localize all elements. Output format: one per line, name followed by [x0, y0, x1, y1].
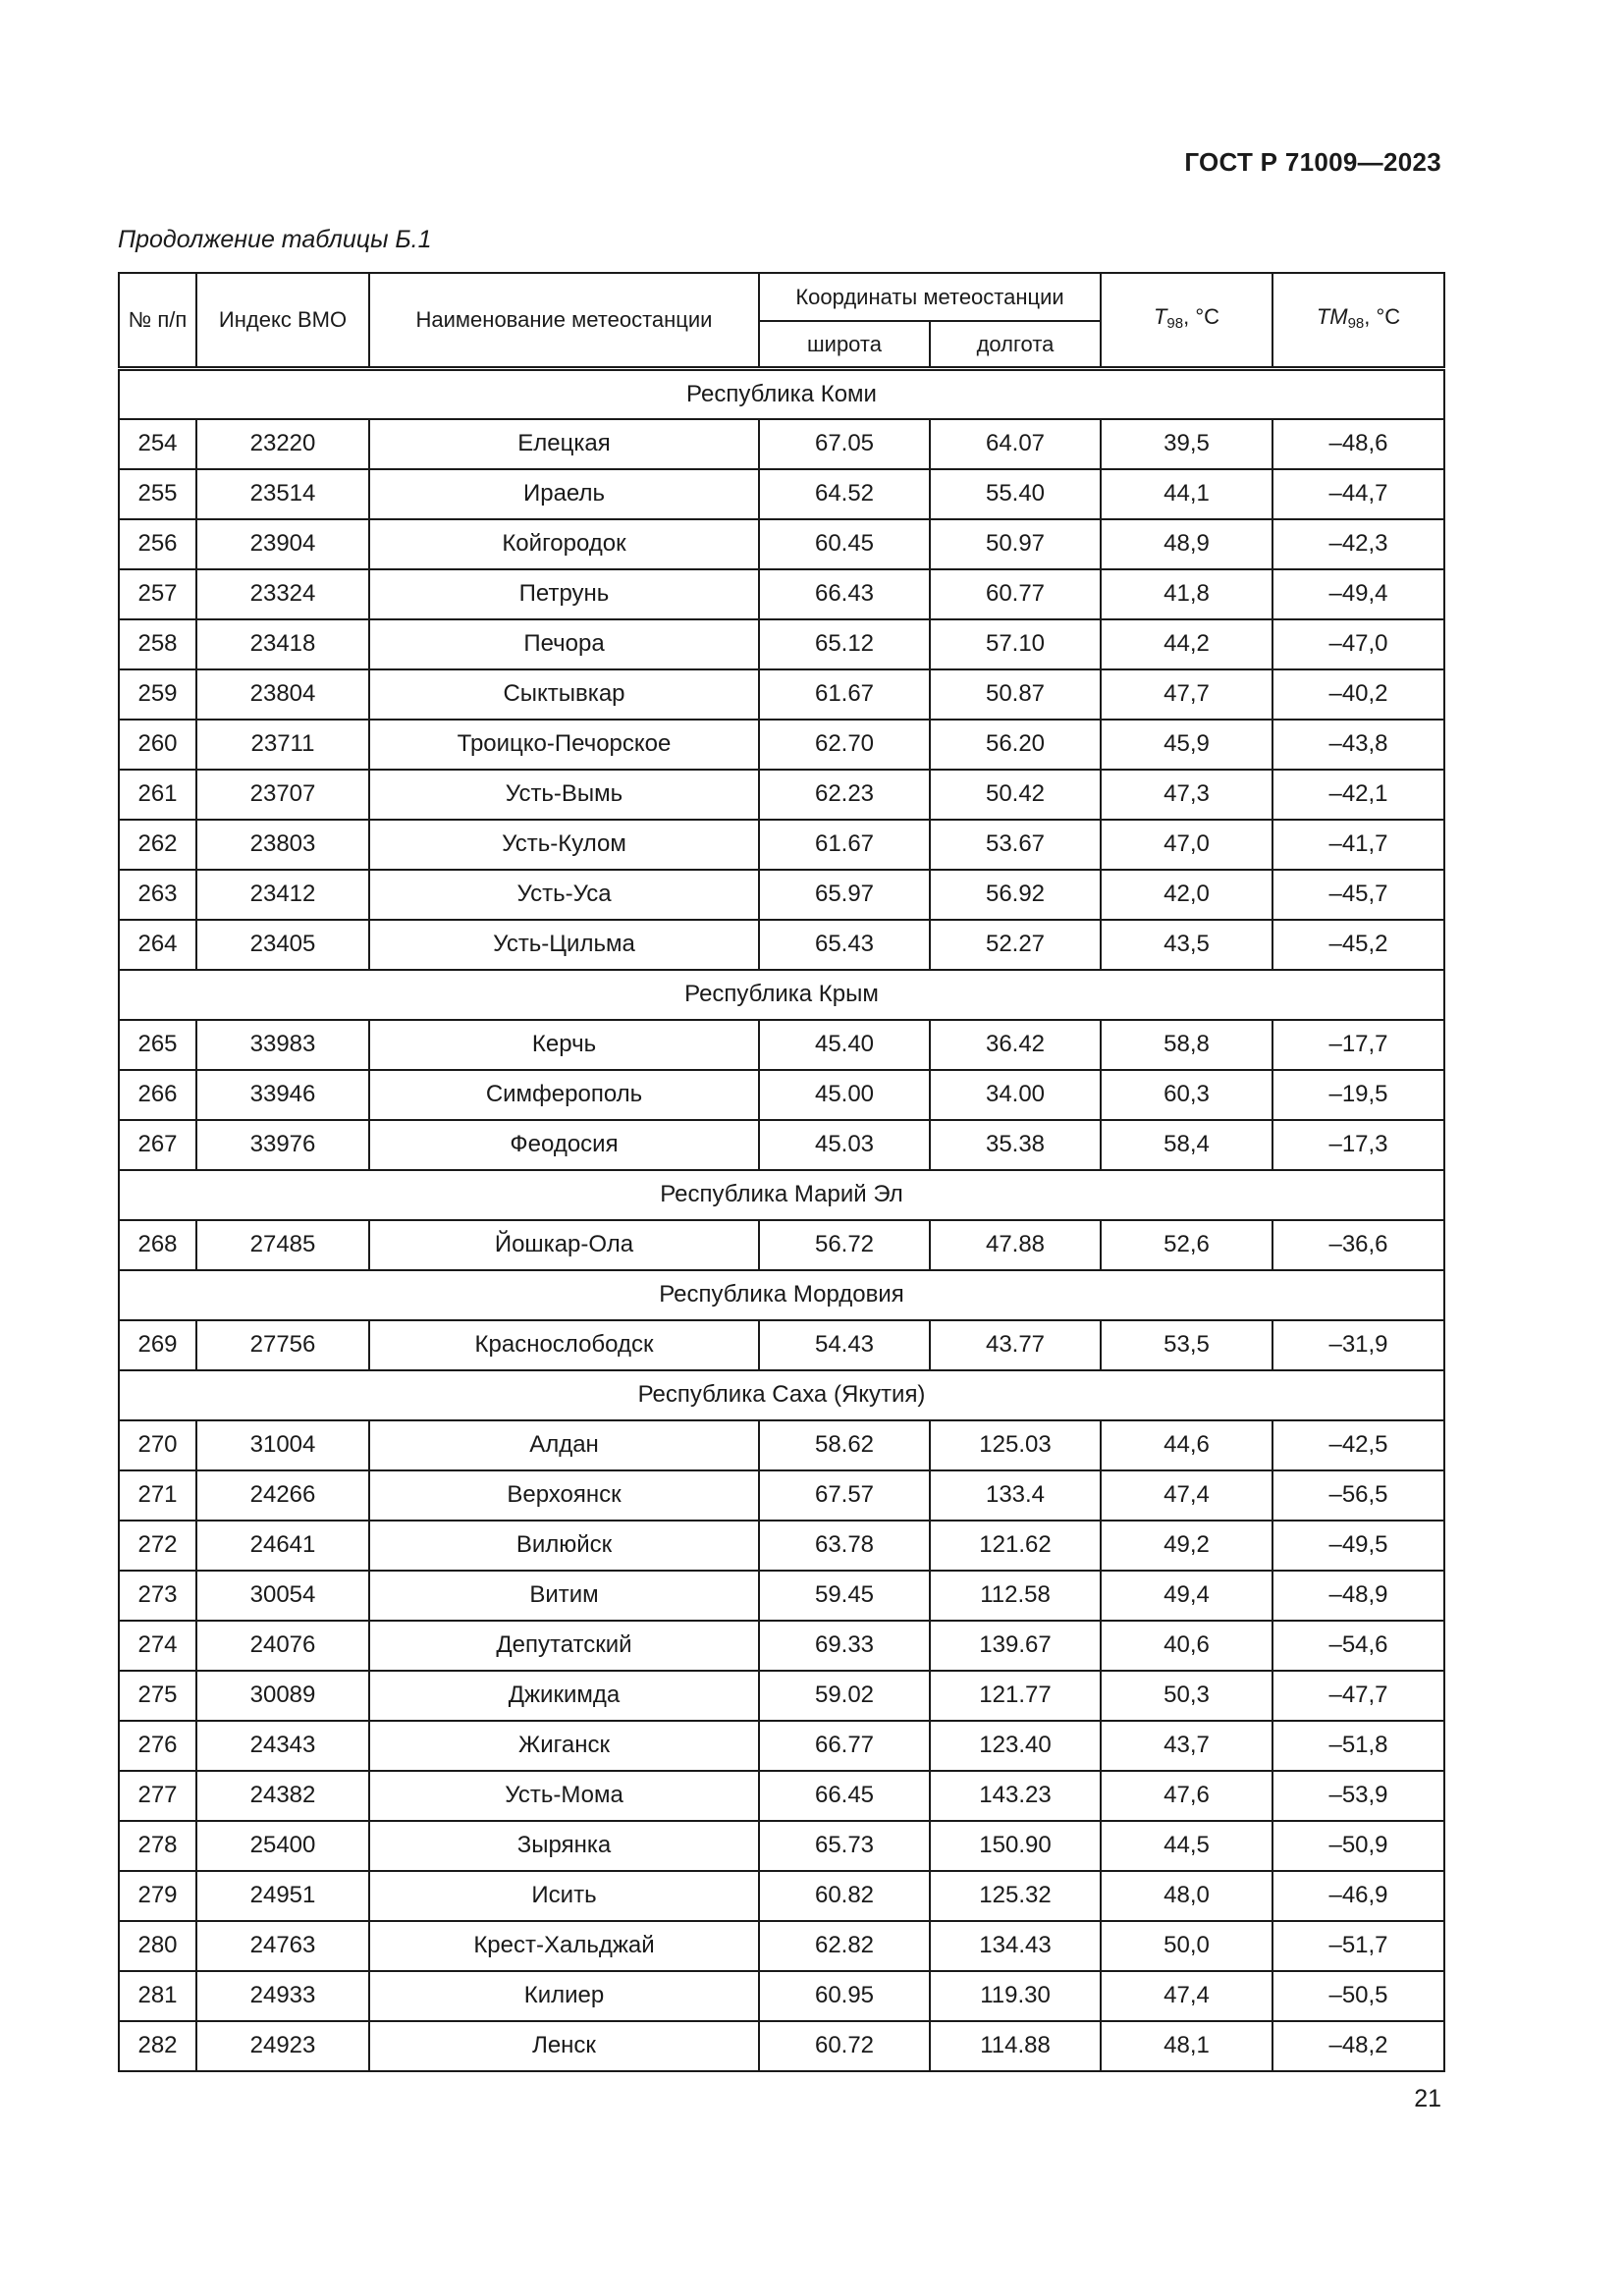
cell-station-name: Керчь — [369, 1020, 759, 1070]
cell-t98: 49,2 — [1101, 1521, 1272, 1571]
table-body — [119, 369, 1444, 2071]
cell-station-name: Вилюйск — [369, 1521, 759, 1571]
cell-t98: 50,3 — [1101, 1671, 1272, 1721]
cell-wmo-index: 23405 — [196, 920, 369, 970]
table-row — [119, 1921, 1444, 1971]
header-longitude: долгота — [930, 321, 1101, 369]
header-coordinates: Координаты метеостанции — [759, 273, 1101, 321]
cell-longitude: 119.30 — [930, 1971, 1101, 2021]
region-name: Республика Марий Эл — [119, 1170, 1444, 1220]
cell-tm98: –49,4 — [1272, 569, 1444, 619]
cell-number: 279 — [119, 1871, 196, 1921]
cell-wmo-index: 25400 — [196, 1821, 369, 1871]
cell-longitude: 57.10 — [930, 619, 1101, 669]
cell-tm98: –42,1 — [1272, 770, 1444, 820]
cell-wmo-index: 33946 — [196, 1070, 369, 1120]
cell-wmo-index: 23324 — [196, 569, 369, 619]
cell-number: 266 — [119, 1070, 196, 1120]
cell-t98: 48,1 — [1101, 2021, 1272, 2071]
cell-longitude: 134.43 — [930, 1921, 1101, 1971]
cell-number: 263 — [119, 870, 196, 920]
table-row — [119, 820, 1444, 870]
cell-t98: 41,8 — [1101, 569, 1272, 619]
cell-latitude: 66.43 — [759, 569, 930, 619]
region-row — [119, 970, 1444, 1020]
table-row — [119, 669, 1444, 720]
cell-latitude: 65.43 — [759, 920, 930, 970]
table-row — [119, 920, 1444, 970]
cell-station-name: Усть-Вымь — [369, 770, 759, 820]
cell-t98: 58,8 — [1101, 1020, 1272, 1070]
cell-latitude: 62.82 — [759, 1921, 930, 1971]
cell-number: 270 — [119, 1420, 196, 1470]
table-row — [119, 1320, 1444, 1370]
cell-station-name: Усть-Кулом — [369, 820, 759, 870]
cell-tm98: –48,9 — [1272, 1571, 1444, 1621]
cell-t98: 44,5 — [1101, 1821, 1272, 1871]
cell-station-name: Симферополь — [369, 1070, 759, 1120]
cell-tm98: –36,6 — [1272, 1220, 1444, 1270]
cell-wmo-index: 23220 — [196, 419, 369, 469]
table-caption: Продолжение таблицы Б.1 — [118, 226, 432, 253]
cell-tm98: –51,7 — [1272, 1921, 1444, 1971]
cell-tm98: –19,5 — [1272, 1070, 1444, 1120]
cell-latitude: 56.72 — [759, 1220, 930, 1270]
cell-wmo-index: 24343 — [196, 1721, 369, 1771]
cell-station-name: Верхоянск — [369, 1470, 759, 1521]
header-station-name: Наименование метеостанции — [369, 273, 759, 369]
cell-latitude: 65.12 — [759, 619, 930, 669]
cell-latitude: 60.45 — [759, 519, 930, 569]
cell-t98: 47,3 — [1101, 770, 1272, 820]
cell-longitude: 55.40 — [930, 469, 1101, 519]
table-row — [119, 1120, 1444, 1170]
cell-latitude: 45.00 — [759, 1070, 930, 1120]
cell-latitude: 67.57 — [759, 1470, 930, 1521]
stations-table — [118, 272, 1445, 2072]
header-number: № п/п — [119, 273, 196, 369]
region-row — [119, 1170, 1444, 1220]
region-name: Республика Коми — [119, 369, 1444, 419]
cell-station-name: Исить — [369, 1871, 759, 1921]
cell-longitude: 43.77 — [930, 1320, 1101, 1370]
cell-wmo-index: 23418 — [196, 619, 369, 669]
cell-number: 255 — [119, 469, 196, 519]
region-row — [119, 369, 1444, 419]
cell-number: 277 — [119, 1771, 196, 1821]
page-number: 21 — [1414, 2085, 1441, 2112]
cell-wmo-index: 24763 — [196, 1921, 369, 1971]
cell-wmo-index: 30054 — [196, 1571, 369, 1621]
cell-wmo-index: 33983 — [196, 1020, 369, 1070]
cell-t98: 48,0 — [1101, 1871, 1272, 1921]
cell-latitude: 67.05 — [759, 419, 930, 469]
cell-longitude: 121.62 — [930, 1521, 1101, 1571]
cell-station-name: Ираель — [369, 469, 759, 519]
cell-tm98: –40,2 — [1272, 669, 1444, 720]
cell-t98: 48,9 — [1101, 519, 1272, 569]
cell-t98: 47,6 — [1101, 1771, 1272, 1821]
table-row — [119, 720, 1444, 770]
cell-latitude: 60.95 — [759, 1971, 930, 2021]
cell-tm98: –48,2 — [1272, 2021, 1444, 2071]
cell-number: 272 — [119, 1521, 196, 1571]
cell-tm98: –56,5 — [1272, 1470, 1444, 1521]
table-row — [119, 1971, 1444, 2021]
cell-longitude: 34.00 — [930, 1070, 1101, 1120]
cell-station-name: Йошкар-Ола — [369, 1220, 759, 1270]
cell-station-name: Печора — [369, 619, 759, 669]
cell-longitude: 121.77 — [930, 1671, 1101, 1721]
cell-longitude: 125.03 — [930, 1420, 1101, 1470]
cell-wmo-index: 24076 — [196, 1621, 369, 1671]
cell-number: 264 — [119, 920, 196, 970]
cell-wmo-index: 27485 — [196, 1220, 369, 1270]
table-row — [119, 1721, 1444, 1771]
cell-tm98: –53,9 — [1272, 1771, 1444, 1821]
region-name: Республика Крым — [119, 970, 1444, 1020]
document-code: ГОСТ Р 71009—2023 — [1184, 147, 1441, 177]
table-row — [119, 1671, 1444, 1721]
cell-station-name: Феодосия — [369, 1120, 759, 1170]
cell-wmo-index: 23711 — [196, 720, 369, 770]
header-t98: $T_{98}$, °C — [1101, 273, 1272, 369]
cell-t98: 44,1 — [1101, 469, 1272, 519]
table-row — [119, 2021, 1444, 2071]
region-name: Республика Саха (Якутия) — [119, 1370, 1444, 1420]
cell-wmo-index: 23804 — [196, 669, 369, 720]
cell-latitude: 58.62 — [759, 1420, 930, 1470]
cell-tm98: –45,7 — [1272, 870, 1444, 920]
cell-longitude: 112.58 — [930, 1571, 1101, 1621]
cell-number: 259 — [119, 669, 196, 720]
table-row — [119, 1020, 1444, 1070]
cell-tm98: –54,6 — [1272, 1621, 1444, 1671]
cell-tm98: –44,7 — [1272, 469, 1444, 519]
cell-latitude: 61.67 — [759, 820, 930, 870]
cell-tm98: –42,3 — [1272, 519, 1444, 569]
cell-station-name: Зырянка — [369, 1821, 759, 1871]
cell-t98: 50,0 — [1101, 1921, 1272, 1971]
cell-number: 280 — [119, 1921, 196, 1971]
cell-longitude: 47.88 — [930, 1220, 1101, 1270]
cell-station-name: Петрунь — [369, 569, 759, 619]
cell-wmo-index: 23803 — [196, 820, 369, 870]
cell-tm98: –17,3 — [1272, 1120, 1444, 1170]
table-row — [119, 419, 1444, 469]
cell-latitude: 59.45 — [759, 1571, 930, 1621]
cell-latitude: 62.70 — [759, 720, 930, 770]
cell-number: 268 — [119, 1220, 196, 1270]
cell-longitude: 52.27 — [930, 920, 1101, 970]
cell-tm98: –49,5 — [1272, 1521, 1444, 1571]
cell-station-name: Елецкая — [369, 419, 759, 469]
cell-tm98: –17,7 — [1272, 1020, 1444, 1070]
cell-latitude: 69.33 — [759, 1621, 930, 1671]
cell-t98: 44,6 — [1101, 1420, 1272, 1470]
cell-tm98: –41,7 — [1272, 820, 1444, 870]
cell-wmo-index: 24641 — [196, 1521, 369, 1571]
cell-wmo-index: 33976 — [196, 1120, 369, 1170]
cell-longitude: 64.07 — [930, 419, 1101, 469]
cell-station-name: Усть-Мома — [369, 1771, 759, 1821]
cell-wmo-index: 30089 — [196, 1671, 369, 1721]
cell-number: 276 — [119, 1721, 196, 1771]
cell-tm98: –50,5 — [1272, 1971, 1444, 2021]
cell-number: 271 — [119, 1470, 196, 1521]
cell-latitude: 45.40 — [759, 1020, 930, 1070]
table-row — [119, 1070, 1444, 1120]
cell-number: 257 — [119, 569, 196, 619]
cell-number: 274 — [119, 1621, 196, 1671]
cell-wmo-index: 24951 — [196, 1871, 369, 1921]
cell-longitude: 35.38 — [930, 1120, 1101, 1170]
cell-latitude: 65.73 — [759, 1821, 930, 1871]
cell-station-name: Килиер — [369, 1971, 759, 2021]
cell-tm98: –45,2 — [1272, 920, 1444, 970]
cell-station-name: Усть-Цильма — [369, 920, 759, 970]
cell-t98: 43,7 — [1101, 1721, 1272, 1771]
cell-station-name: Усть-Уса — [369, 870, 759, 920]
cell-number: 265 — [119, 1020, 196, 1070]
cell-latitude: 60.72 — [759, 2021, 930, 2071]
cell-wmo-index: 24933 — [196, 1971, 369, 2021]
cell-station-name: Депутатский — [369, 1621, 759, 1671]
cell-longitude: 56.20 — [930, 720, 1101, 770]
cell-number: 273 — [119, 1571, 196, 1621]
cell-wmo-index: 24382 — [196, 1771, 369, 1821]
cell-longitude: 50.87 — [930, 669, 1101, 720]
cell-latitude: 60.82 — [759, 1871, 930, 1921]
table-row — [119, 770, 1444, 820]
cell-t98: 39,5 — [1101, 419, 1272, 469]
cell-tm98: –47,7 — [1272, 1671, 1444, 1721]
cell-longitude: 53.67 — [930, 820, 1101, 870]
cell-number: 260 — [119, 720, 196, 770]
cell-latitude: 66.77 — [759, 1721, 930, 1771]
cell-number: 258 — [119, 619, 196, 669]
table-row — [119, 870, 1444, 920]
cell-t98: 53,5 — [1101, 1320, 1272, 1370]
region-row — [119, 1370, 1444, 1420]
cell-tm98: –51,8 — [1272, 1721, 1444, 1771]
cell-t98: 40,6 — [1101, 1621, 1272, 1671]
cell-tm98: –50,9 — [1272, 1821, 1444, 1871]
cell-wmo-index: 23904 — [196, 519, 369, 569]
cell-latitude: 61.67 — [759, 669, 930, 720]
cell-longitude: 56.92 — [930, 870, 1101, 920]
cell-station-name: Алдан — [369, 1420, 759, 1470]
cell-station-name: Сыктывкар — [369, 669, 759, 720]
cell-station-name: Ленск — [369, 2021, 759, 2071]
cell-t98: 58,4 — [1101, 1120, 1272, 1170]
table-row — [119, 519, 1444, 569]
cell-number: 256 — [119, 519, 196, 569]
cell-number: 275 — [119, 1671, 196, 1721]
cell-station-name: Жиганск — [369, 1721, 759, 1771]
cell-longitude: 139.67 — [930, 1621, 1101, 1671]
table-row — [119, 1771, 1444, 1821]
cell-longitude: 150.90 — [930, 1821, 1101, 1871]
table-row — [119, 1821, 1444, 1871]
cell-tm98: –47,0 — [1272, 619, 1444, 669]
cell-longitude: 143.23 — [930, 1771, 1101, 1821]
cell-wmo-index: 31004 — [196, 1420, 369, 1470]
cell-t98: 47,7 — [1101, 669, 1272, 720]
table-row — [119, 1420, 1444, 1470]
cell-number: 282 — [119, 2021, 196, 2071]
cell-longitude: 50.42 — [930, 770, 1101, 820]
header-wmo-index: Индекс ВМО — [196, 273, 369, 369]
cell-wmo-index: 24266 — [196, 1470, 369, 1521]
cell-t98: 47,4 — [1101, 1971, 1272, 2021]
cell-wmo-index: 23412 — [196, 870, 369, 920]
cell-number: 278 — [119, 1821, 196, 1871]
cell-station-name: Койгородок — [369, 519, 759, 569]
cell-number: 262 — [119, 820, 196, 870]
cell-tm98: –46,9 — [1272, 1871, 1444, 1921]
cell-number: 269 — [119, 1320, 196, 1370]
cell-t98: 47,0 — [1101, 820, 1272, 870]
cell-longitude: 114.88 — [930, 2021, 1101, 2071]
cell-t98: 52,6 — [1101, 1220, 1272, 1270]
cell-latitude: 54.43 — [759, 1320, 930, 1370]
cell-latitude: 59.02 — [759, 1671, 930, 1721]
cell-number: 267 — [119, 1120, 196, 1170]
cell-station-name: Витим — [369, 1571, 759, 1621]
cell-station-name: Троицко-Печорское — [369, 720, 759, 770]
cell-station-name: Крест-Хальджай — [369, 1921, 759, 1971]
cell-latitude: 45.03 — [759, 1120, 930, 1170]
table-row — [119, 1571, 1444, 1621]
cell-longitude: 133.4 — [930, 1470, 1101, 1521]
header-latitude: широта — [759, 321, 930, 369]
cell-latitude: 66.45 — [759, 1771, 930, 1821]
cell-tm98: –43,8 — [1272, 720, 1444, 770]
table-row — [119, 1621, 1444, 1671]
header-tm98: $TM_{98}$, °C — [1272, 273, 1444, 369]
table-row — [119, 1470, 1444, 1521]
cell-latitude: 62.23 — [759, 770, 930, 820]
cell-latitude: 63.78 — [759, 1521, 930, 1571]
region-name: Республика Мордовия — [119, 1270, 1444, 1320]
cell-number: 254 — [119, 419, 196, 469]
table-row — [119, 569, 1444, 619]
region-row — [119, 1270, 1444, 1320]
cell-t98: 44,2 — [1101, 619, 1272, 669]
cell-latitude: 65.97 — [759, 870, 930, 920]
table-row — [119, 1871, 1444, 1921]
table-row — [119, 619, 1444, 669]
cell-longitude: 50.97 — [930, 519, 1101, 569]
cell-t98: 60,3 — [1101, 1070, 1272, 1120]
table-row — [119, 1220, 1444, 1270]
table-row — [119, 469, 1444, 519]
cell-station-name: Краснослободск — [369, 1320, 759, 1370]
cell-t98: 45,9 — [1101, 720, 1272, 770]
cell-t98: 43,5 — [1101, 920, 1272, 970]
cell-latitude: 64.52 — [759, 469, 930, 519]
cell-wmo-index: 23707 — [196, 770, 369, 820]
cell-t98: 42,0 — [1101, 870, 1272, 920]
cell-station-name: Джикимда — [369, 1671, 759, 1721]
cell-tm98: –48,6 — [1272, 419, 1444, 469]
cell-t98: 49,4 — [1101, 1571, 1272, 1621]
cell-longitude: 60.77 — [930, 569, 1101, 619]
cell-longitude: 125.32 — [930, 1871, 1101, 1921]
cell-t98: 47,4 — [1101, 1470, 1272, 1521]
cell-tm98: –42,5 — [1272, 1420, 1444, 1470]
cell-wmo-index: 24923 — [196, 2021, 369, 2071]
cell-wmo-index: 27756 — [196, 1320, 369, 1370]
cell-number: 261 — [119, 770, 196, 820]
cell-tm98: –31,9 — [1272, 1320, 1444, 1370]
cell-longitude: 123.40 — [930, 1721, 1101, 1771]
cell-longitude: 36.42 — [930, 1020, 1101, 1070]
cell-wmo-index: 23514 — [196, 469, 369, 519]
cell-number: 281 — [119, 1971, 196, 2021]
table-row — [119, 1521, 1444, 1571]
